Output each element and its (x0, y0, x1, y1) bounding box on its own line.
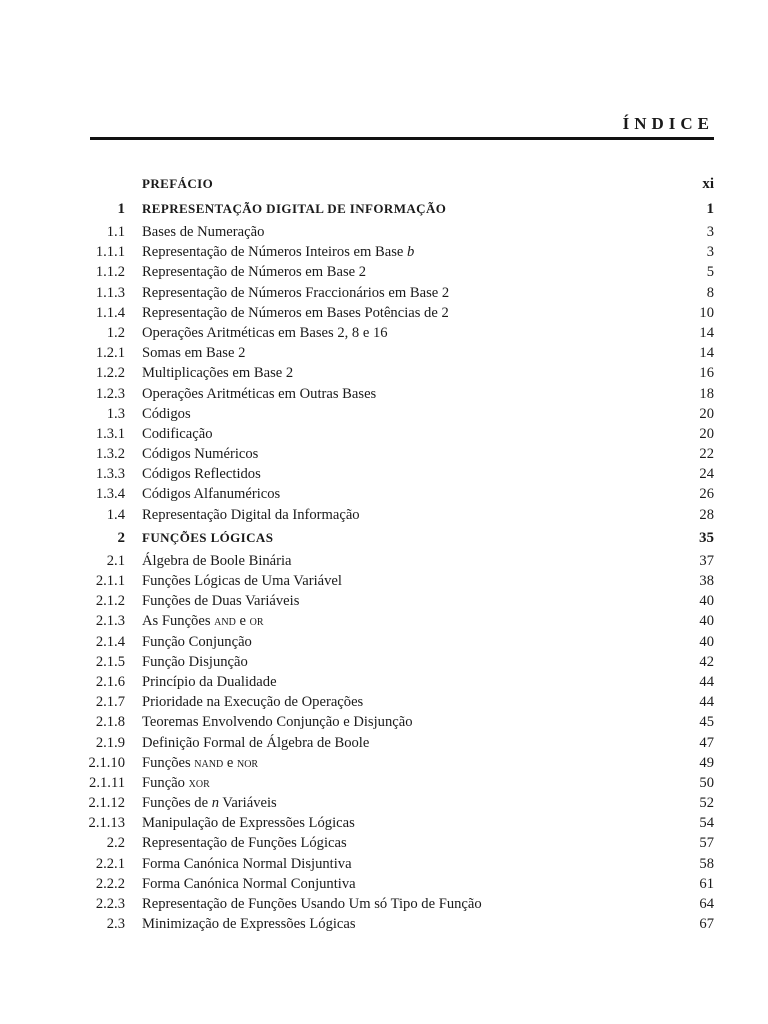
toc-entry-page: 22 (699, 446, 714, 463)
toc-entry-title: Representação de Números Inteiros em Base b (142, 244, 415, 261)
toc-chapter-row (0, 525, 768, 551)
toc-section-row (0, 484, 768, 504)
toc-entry-number: 2.1.3 (95, 613, 125, 630)
toc-entry-number: 2.1.1 (95, 573, 125, 589)
toc-section-row (0, 773, 768, 793)
toc-entry-title: Forma Canónica Normal Disjuntiva (142, 855, 352, 872)
toc-entry-title: Teoremas Envolvendo Conjunção e Disjunção (142, 714, 413, 731)
toc-section-row (0, 222, 768, 242)
toc-entry-title: Códigos Alfanuméricos (142, 486, 281, 503)
toc-entry-number: 1.2.3 (95, 385, 125, 402)
toc-entry-page: 10 (699, 304, 714, 321)
toc-section-row (0, 672, 768, 692)
toc-section-row (0, 712, 768, 732)
toc-entry-number: 1.1.3 (95, 284, 125, 301)
toc-section-row (0, 813, 768, 833)
toc-entry-title: Prioridade na Execução de Operações (142, 694, 364, 711)
toc-entry-page: 54 (699, 815, 714, 832)
toc-section-row (0, 323, 768, 343)
toc-entry-number: 1.2.2 (95, 365, 125, 382)
toc-entry-page: 45 (699, 714, 714, 731)
toc-entry-title: FUNÇÕES LÓGICAS (142, 529, 274, 545)
toc-section-row (0, 591, 768, 611)
toc-entry-page: 1 (706, 201, 714, 217)
toc-entry-number: 2.2.2 (95, 875, 125, 892)
toc-chapter-row (0, 172, 768, 196)
toc-entry-number: 1.3.4 (95, 486, 125, 503)
toc-section-row (0, 914, 768, 934)
toc-entry-number: 2.1.11 (89, 774, 125, 791)
toc-entry-number: 1.2 (106, 324, 125, 341)
toc-entry-title: Função xor (142, 774, 210, 791)
toc-entry-number: 2.1.8 (95, 714, 125, 731)
toc-section-row (0, 444, 768, 464)
toc-entry-title: Somas em Base 2 (142, 345, 246, 362)
toc-entry-number: 2.1.5 (95, 653, 125, 670)
toc-entry-page: 42 (699, 653, 714, 670)
toc-entry-title: Representação Digital da Informação (142, 506, 360, 523)
toc-entry-number: 1.2.1 (95, 345, 125, 362)
toc-entry-title: Princípio da Dualidade (142, 673, 277, 690)
toc-entry-title: Forma Canónica Normal Conjuntiva (142, 875, 356, 892)
toc-section-row (0, 505, 768, 525)
toc-entry-title: Multiplicações em Base 2 (142, 365, 294, 382)
title-rule (90, 137, 714, 140)
toc-entry-page: 57 (699, 835, 714, 852)
toc-section-row (0, 833, 768, 853)
toc-entry-title: Minimização de Expressões Lógicas (142, 916, 356, 933)
toc-entry-page: 16 (699, 365, 714, 382)
toc-section-row (0, 692, 768, 712)
toc-entry-number: 1.3.1 (95, 425, 125, 442)
toc-entry-page: 49 (699, 754, 714, 771)
toc-entry-page: 52 (699, 795, 714, 812)
toc-entry-title: Representação de Números em Bases Potências de 2 (142, 304, 449, 321)
toc-section-row (0, 343, 768, 363)
table-of-contents (0, 172, 768, 934)
toc-entry-title: Representação de Funções Lógicas (142, 835, 347, 852)
toc-section-row (0, 551, 768, 571)
toc-section-row (0, 632, 768, 652)
toc-entry-page: 3 (706, 244, 714, 261)
toc-entry-title: Códigos (142, 405, 191, 422)
toc-entry-title: Funções nand e nor (142, 754, 259, 771)
toc-section-row (0, 404, 768, 424)
toc-section-row (0, 464, 768, 484)
toc-section-row (0, 363, 768, 383)
toc-section-row (0, 424, 768, 444)
toc-entry-page: 24 (699, 466, 714, 483)
page-title: ÍNDICE (622, 114, 714, 133)
toc-entry-page: 37 (699, 552, 714, 569)
toc-entry-number: 2.1 (106, 552, 125, 569)
toc-entry-title: Operações Aritméticas em Outras Bases (142, 385, 377, 402)
toc-entry-page: 40 (699, 593, 714, 610)
toc-entry-page: 3 (706, 224, 714, 240)
toc-entry-number: 2.2.1 (95, 855, 125, 872)
toc-entry-page: 61 (699, 875, 714, 892)
toc-entry-number: 2 (117, 529, 125, 546)
toc-chapter-row (0, 196, 768, 222)
toc-entry-page: 44 (699, 694, 714, 711)
toc-entry-page: 47 (699, 734, 714, 751)
toc-entry-title: Definição Formal de Álgebra de Boole (142, 734, 370, 751)
toc-entry-page: 44 (699, 673, 714, 690)
toc-entry-page: 14 (699, 345, 714, 362)
toc-section-row (0, 242, 768, 262)
toc-entry-page: 18 (699, 385, 714, 402)
toc-entry-number: 2.1.12 (88, 795, 125, 812)
toc-entry-number: 1.1.1 (95, 244, 125, 261)
toc-entry-title: Funções Lógicas de Uma Variável (142, 573, 342, 589)
toc-entry-number: 2.1.2 (95, 593, 125, 610)
toc-entry-number: 1.3.3 (95, 466, 125, 483)
toc-entry-number: 2.1.7 (95, 694, 125, 711)
toc-entry-page: 38 (699, 573, 714, 589)
toc-entry-title: Representação de Números Fraccionários em Base 2 (142, 284, 450, 301)
toc-section-row (0, 611, 768, 631)
toc-section-row (0, 894, 768, 914)
toc-entry-page: 40 (699, 633, 714, 650)
toc-entry-number: 1 (117, 201, 125, 217)
toc-section-row (0, 384, 768, 404)
toc-entry-page: 58 (699, 855, 714, 872)
toc-entry-number: 1.3.2 (95, 446, 125, 463)
toc-entry-title: Manipulação de Expressões Lógicas (142, 815, 355, 832)
toc-entry-page: 26 (699, 486, 714, 503)
toc-entry-page: 35 (699, 529, 714, 546)
toc-entry-number: 1.1.2 (95, 264, 125, 281)
toc-section-row (0, 854, 768, 874)
toc-entry-number: 1.1.4 (95, 304, 125, 321)
toc-entry-number: 2.1.6 (95, 673, 125, 690)
toc-entry-title: Representação de Funções Usando Um só Tipo de Função (142, 896, 482, 912)
toc-entry-page: 14 (699, 324, 714, 341)
toc-section-row (0, 571, 768, 591)
toc-entry-page: 20 (699, 405, 714, 422)
toc-entry-page: 50 (699, 774, 714, 791)
toc-section-row (0, 753, 768, 773)
toc-entry-page: 8 (706, 284, 714, 301)
toc-entry-title: Codificação (142, 425, 213, 442)
toc-section-row (0, 283, 768, 303)
toc-entry-title: Códigos Reflectidos (142, 466, 261, 483)
toc-entry-title: Bases de Numeração (142, 224, 265, 240)
toc-section-row (0, 652, 768, 672)
toc-entry-number: 1.3 (106, 405, 125, 422)
toc-entry-title: Função Conjunção (142, 633, 252, 650)
toc-entry-page: xi (702, 176, 714, 192)
toc-entry-title: Códigos Numéricos (142, 446, 259, 463)
toc-section-row (0, 793, 768, 813)
toc-entry-number: 2.3 (106, 916, 125, 933)
toc-entry-number: 2.1.13 (88, 815, 125, 832)
toc-entry-title: Representação de Números em Base 2 (142, 264, 367, 281)
toc-entry-number: 2.1.9 (95, 734, 125, 751)
toc-entry-number: 2.2 (106, 835, 125, 852)
toc-entry-title: REPRESENTAÇÃO DIGITAL DE INFORMAÇÃO (142, 201, 447, 216)
toc-entry-title: As Funções and e or (142, 613, 264, 630)
toc-entry-title: Álgebra de Boole Binária (142, 552, 292, 569)
toc-entry-page: 28 (699, 506, 714, 523)
toc-section-row (0, 303, 768, 323)
toc-entry-number: 1.1 (106, 224, 125, 240)
toc-entry-number: 2.2.3 (95, 896, 125, 912)
toc-entry-title: Funções de Duas Variáveis (142, 593, 300, 610)
toc-entry-page: 20 (699, 425, 714, 442)
toc-entry-page: 40 (699, 613, 714, 630)
toc-entry-title: Operações Aritméticas em Bases 2, 8 e 16 (142, 324, 388, 341)
toc-entry-number: 2.1.10 (88, 754, 125, 771)
toc-entry-page: 5 (706, 264, 714, 281)
toc-section-row (0, 733, 768, 753)
toc-section-row (0, 262, 768, 282)
toc-entry-page: 64 (699, 896, 714, 912)
toc-entry-number: 2.1.4 (95, 633, 125, 650)
toc-entry-number: 1.4 (106, 506, 125, 523)
toc-entry-title: Funções de n Variáveis (142, 795, 277, 812)
toc-entry-title: PREFÁCIO (142, 176, 214, 191)
toc-entry-title: Função Disjunção (142, 653, 248, 670)
toc-section-row (0, 874, 768, 894)
toc-entry-page: 67 (699, 916, 714, 933)
